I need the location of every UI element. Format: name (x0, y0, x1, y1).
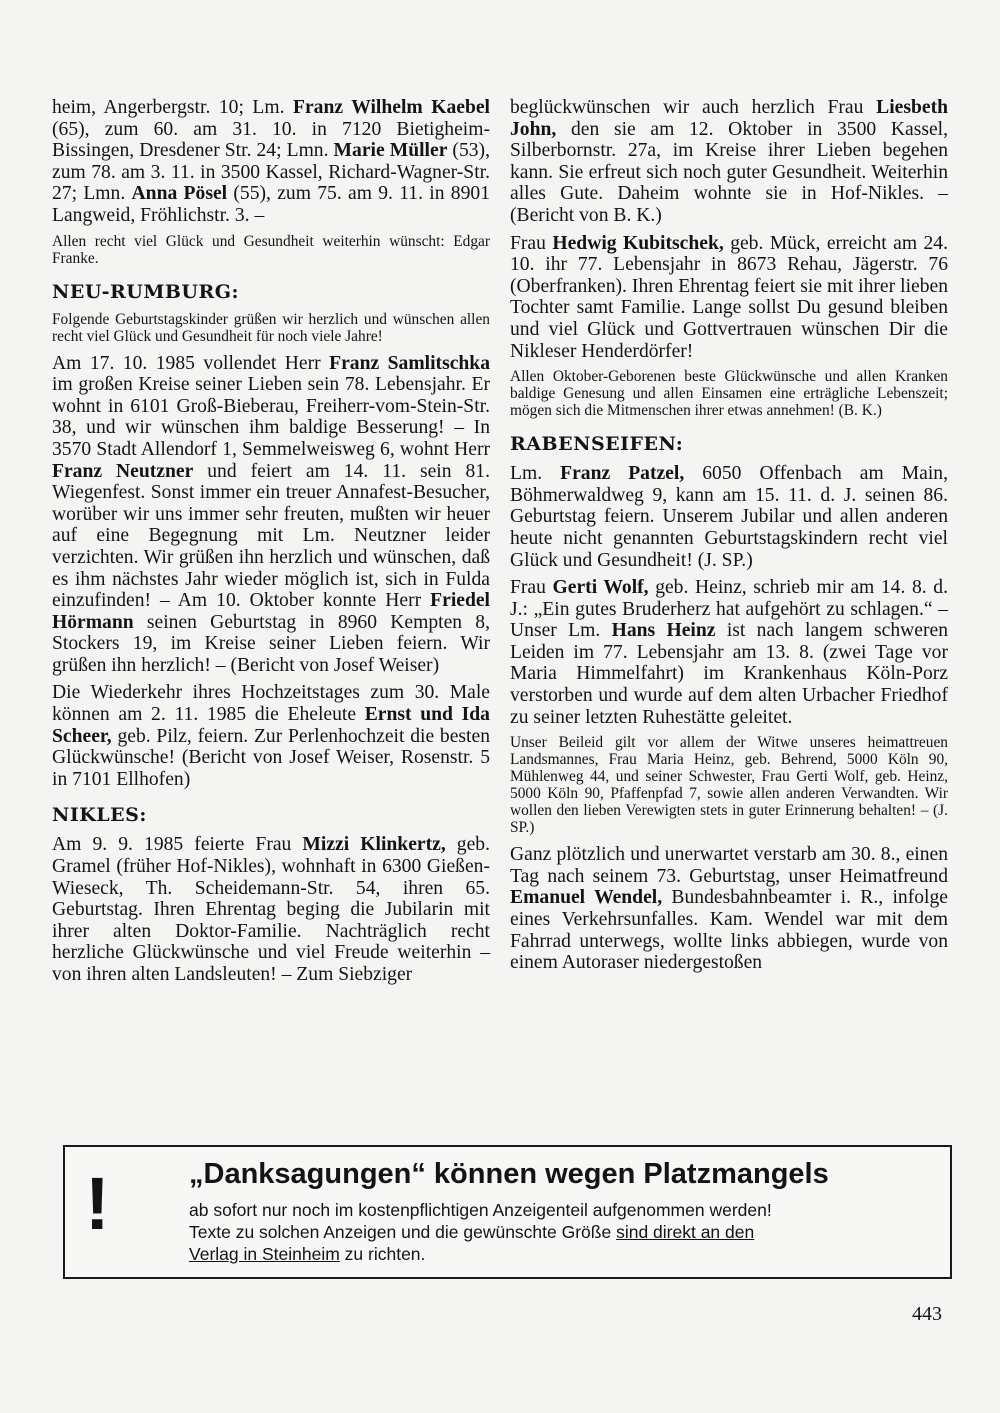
person-name: Emanuel Wendel, (510, 887, 663, 909)
article-paragraph (510, 233, 948, 363)
article-paragraph (510, 577, 948, 728)
small-note-paragraph (510, 734, 948, 836)
article-paragraph (52, 353, 490, 677)
person-name: Anna Pösel (131, 183, 228, 205)
notice-title: „Danksagungen“ können wegen Platzmangels (189, 1158, 829, 1190)
text-run: Am 17. 10. 1985 vollendet Herr (52, 352, 330, 374)
text-run: den sie am 12. Oktober in 3500 Kassel, Silberbornstr. 27a, im Kreise ihrer Lieben begehen kann. Sie erfreut sich noch guter Gesundheit. Weiterhin alles Gute. Daheim wohnte sie in Hof-Nikles. – (Bericht von B. K.) (510, 118, 948, 226)
article-paragraph (52, 682, 490, 790)
person-name: Franz Patzel, (560, 463, 685, 485)
text-run: Frau (510, 232, 553, 254)
text-run: und feiert am 14. 11. sein 81. Wiegenfest. Sonst immer ein treuer Annafest-Besucher, worüber wir uns immer sehr freuten, mußten wir heuer auf eine Begegnung mit Lm. Neutzner leider verzichten. Wir grüßen ihn herzlich und wünschen, daß es ihm nächstes Jahr wieder möglich ist, sich in Fulda einzufinden! – Am 10. Oktober konnte Herr (52, 460, 490, 612)
text-run: Am 9. 9. 1985 feierte Frau (52, 834, 303, 856)
text-run: Folgende Geburtstagskinder grüßen wir herzlich und wünschen allen recht viel Glück und Gesundheit für noch viele Jahre! (52, 310, 490, 345)
text-run: (55), zum 75. am 9. 11. in 8901 Langweid, Fröhlichstr. 3. – (52, 183, 490, 226)
text-run: NIKLES: (52, 804, 147, 827)
right-column (510, 97, 948, 980)
text-run: beglückwünschen wir auch herzlich Frau (510, 97, 877, 118)
text-run: geb. Pilz, feiern. Zur Perlenhochzeit die besten Glückwünsche! (Bericht von Josef Weiser, Rosenstr. 5 in 7101 Ellhofen) (52, 725, 490, 790)
small-note-paragraph (52, 233, 490, 267)
person-name: Marie Müller (333, 140, 448, 162)
text-run: Ganz plötzlich und unerwartet verstarb am 30. 8., einen Tag nach seinem 73. Geburtstag, unser Heimatfreund (510, 844, 948, 887)
article-paragraph (510, 844, 948, 974)
person-name: Hedwig Kubitschek, (552, 232, 724, 254)
person-name: Liesbeth John, (510, 97, 948, 140)
exclamation-mark-icon: ! (85, 1162, 110, 1245)
person-name: Ernst und Ida Scheer, (52, 704, 490, 747)
text-run: ist nach langem schweren Leiden im 77. Lebensjahr am 13. 8. (zwei Tage vor Maria Himmelfahrt) im Krankenhaus Köln-Porz verstorben und wurde auf dem alten Urbacher Friedhof zu seiner letzten Ruhestätte geleitet. (510, 620, 949, 728)
article-paragraph (52, 97, 490, 227)
section-heading (510, 433, 948, 455)
text-run: im großen Kreise seiner Lieben sein 78. Lebensjahr. Er wohnt in 6101 Groß-Bieberau, Freiherr-vom-Stein-Str. 38, und wir wünschen ihm baldige Besserung! – In 3570 Stadt Allendorf 1, Semmelweisweg 6, wohnt Herr (52, 374, 490, 460)
person-name: Hans Heinz (611, 620, 716, 642)
page-number: 443 (912, 1303, 942, 1325)
text-run: (65), zum 60. am 31. 10. in 7120 Bietigheim-Bissingen, Dresdener Str. 24; Lmn. (52, 118, 490, 162)
text-run: RABENSEIFEN: (510, 433, 684, 456)
person-name: Gerti Wolf, (552, 577, 649, 599)
person-name: Franz Neutzner (52, 460, 194, 482)
text-run: seinen Geburtstag in 8960 Kempten 8, Stockers 19, im Kreise seiner Lieben feiern. Wir grüßen ihn herzlich! – (Bericht von Josef Weiser) (52, 611, 490, 676)
article-paragraph (52, 834, 490, 985)
person-name: Mizzi Klinkertz, (302, 834, 446, 856)
person-name: Franz Samlitschka (329, 352, 490, 374)
text-run: geb. Mück, erreicht am 24. 10. ihr 77. Lebensjahr in 8673 Rehau, Jägerstr. 76 (Oberfranken). Ihren Ehrentag feiert sie mit ihrer lieben Tochter samt Familie. Lange sollst Du gesund bleiben und viel Glück und Gottvertrauen wünschen Dir die Nikleser Henderdörfer! (510, 232, 948, 362)
text-run: Die Wiederkehr ihres Hochzeitstages zum 30. Male können am 2. 11. 1985 die Eheleute (52, 682, 490, 726)
text-run: heim, Angerbergstr. 10; Lm. (52, 97, 294, 118)
notice-line-3: Verlag in Steinheim zu richten. (189, 1244, 426, 1264)
text-run: geb. Gramel (früher Hof-Nikles), wohnhaft in 6300 Gießen-Wieseck, Th. Scheidemann-Str. 54, ihren 65. Geburtstag. Ihren Ehrentag beging die Jubilarin mit ihrer alten Doktor-Familie. Nachträglich recht herzliche Glückwünsche und viel Freude weiterhin – von ihren alten Landsleuten! – Zum Siebziger (52, 834, 490, 985)
section-heading (52, 804, 490, 826)
text-run: Bundesbahnbeamter i. R., infolge eines Verkehrsunfalles. Kam. Wendel war mit dem Fahrrad unterwegs, wollte links abbiegen, wurde von einem Autoraser niedergestoßen (510, 887, 948, 974)
article-paragraph (510, 463, 948, 571)
text-run: 6050 Offenbach am Main, Böhmerwaldweg 9, kann am 15. 11. d. J. seinen 86. Geburtstag feiern. Unserem Jubilar und allen anderen heute nicht genannten Geburtstagskindern recht viel Glück und Gesundheit! (J. SP.) (510, 463, 948, 571)
person-name: Friedel Hörmann (52, 590, 490, 633)
text-run: geb. Heinz, schrieb mir am 14. 8. d. J.: „Ein gutes Bruderherz hat aufgehört zu schlagen.“ – Unser Lm. (510, 577, 948, 642)
article-paragraph (510, 97, 948, 227)
danksagungen-notice-box (63, 1145, 952, 1279)
text-run: Lm. (510, 463, 561, 485)
text-run: Allen Oktober-Geborenen beste Glückwünsche und allen Kranken baldige Genesung und allen Einsamen eine erträgliche Lebenszeit; mögen sich die Mitmenschen ihrer etwas annehmen! (B. K.) (510, 368, 948, 420)
notice-body (189, 1199, 929, 1265)
text-run: (53), zum 78. am 3. 11. in 3500 Kassel, Richard-Wagner-Str. 27; Lmn. (52, 140, 490, 205)
text-run: Frau (510, 577, 553, 599)
section-heading (52, 281, 490, 303)
small-note-paragraph (52, 311, 490, 345)
notice-line-1: ab sofort nur noch im kostenpflichtigen Anzeigenteil aufgenommen werden! (189, 1200, 772, 1220)
left-column (52, 97, 490, 992)
notice-line-2: Texte zu solchen Anzeigen und die gewünschte Größe sind direkt an den (189, 1222, 755, 1242)
small-note-paragraph (510, 368, 948, 419)
person-name: Franz Wilhelm Kaebel (293, 97, 490, 118)
text-run: Allen recht viel Glück und Gesundheit weiterhin wünscht: Edgar Franke. (52, 232, 490, 267)
text-run: Unser Beileid gilt vor allem der Witwe unseres heimattreuen Landsmannes, Frau Maria Heinz, geb. Behrend, 5000 Köln 90, Mühlenweg 44, und seiner Schwester, Frau Gerti Wolf, geb. Heinz, 5000 Köln 90, Pfaffenpfad 7, sowie allen anderen Verwandten. Wir wollen den lieben Verewigten stets in guter Erinnerung behalten! – (J. SP.) (510, 734, 948, 837)
text-run: NEU-RUMBURG: (52, 280, 240, 303)
